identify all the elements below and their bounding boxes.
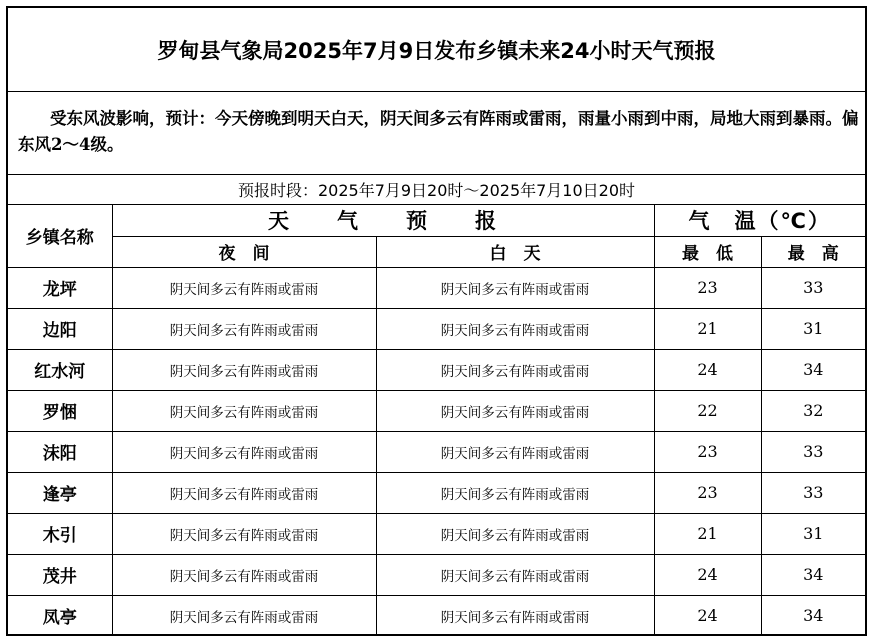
forecast-period: 预报时段：2025年7月9日20时～2025年7月10日20时 [8,175,865,205]
max-temp: 33 [761,431,865,472]
town-name: 边阳 [8,308,112,349]
table-row [8,431,865,472]
night-weather: 阴天间多云有阵雨或雷雨 [112,349,376,390]
min-temp: 24 [654,595,761,636]
day-weather: 阴天间多云有阵雨或雷雨 [376,267,654,308]
town-name: 龙坪 [8,267,112,308]
table-row [8,513,865,554]
table-row [8,554,865,595]
min-temp: 23 [654,267,761,308]
table-row [8,308,865,349]
header-temp: 气 温（℃） [654,205,865,236]
table-row [8,267,865,308]
day-weather: 阴天间多云有阵雨或雷雨 [376,554,654,595]
day-weather: 阴天间多云有阵雨或雷雨 [376,472,654,513]
min-temp: 21 [654,513,761,554]
town-name: 罗悃 [8,390,112,431]
header-town: 乡镇名称 [8,205,112,267]
min-temp: 24 [654,554,761,595]
page-title: 罗甸县气象局2025年7月9日发布乡镇未来24小时天气预报 [8,8,865,92]
max-temp: 31 [761,513,865,554]
min-temp: 23 [654,472,761,513]
header-night: 夜 间 [112,236,376,267]
table-row [8,472,865,513]
max-temp: 31 [761,308,865,349]
min-temp: 22 [654,390,761,431]
max-temp: 33 [761,472,865,513]
max-temp: 34 [761,595,865,636]
day-weather: 阴天间多云有阵雨或雷雨 [376,513,654,554]
min-temp: 23 [654,431,761,472]
forecast-table [8,205,865,636]
town-name: 逢亭 [8,472,112,513]
town-name: 沫阳 [8,431,112,472]
max-temp: 33 [761,267,865,308]
day-weather: 阴天间多云有阵雨或雷雨 [376,431,654,472]
table-row [8,390,865,431]
town-name: 茂井 [8,554,112,595]
header-day: 白 天 [376,236,654,267]
day-weather: 阴天间多云有阵雨或雷雨 [376,595,654,636]
max-temp: 34 [761,554,865,595]
header-min: 最 低 [654,236,761,267]
night-weather: 阴天间多云有阵雨或雷雨 [112,267,376,308]
night-weather: 阴天间多云有阵雨或雷雨 [112,513,376,554]
forecast-sheet [6,6,867,636]
night-weather: 阴天间多云有阵雨或雷雨 [112,308,376,349]
table-row [8,595,865,636]
forecast-summary: 受东风波影响，预计：今天傍晚到明天白天，阴天间多云有阵雨或雷雨，雨量小雨到中雨，局地大雨到暴雨。偏东风2～4级。 [8,92,865,175]
day-weather: 阴天间多云有阵雨或雷雨 [376,308,654,349]
max-temp: 34 [761,349,865,390]
town-name: 凤亭 [8,595,112,636]
night-weather: 阴天间多云有阵雨或雷雨 [112,595,376,636]
night-weather: 阴天间多云有阵雨或雷雨 [112,554,376,595]
night-weather: 阴天间多云有阵雨或雷雨 [112,472,376,513]
night-weather: 阴天间多云有阵雨或雷雨 [112,431,376,472]
day-weather: 阴天间多云有阵雨或雷雨 [376,390,654,431]
header-forecast: 天 气 预 报 [112,205,654,236]
max-temp: 32 [761,390,865,431]
town-name: 木引 [8,513,112,554]
night-weather: 阴天间多云有阵雨或雷雨 [112,390,376,431]
min-temp: 21 [654,308,761,349]
day-weather: 阴天间多云有阵雨或雷雨 [376,349,654,390]
min-temp: 24 [654,349,761,390]
header-max: 最 高 [761,236,865,267]
table-row [8,349,865,390]
town-name: 红水河 [8,349,112,390]
